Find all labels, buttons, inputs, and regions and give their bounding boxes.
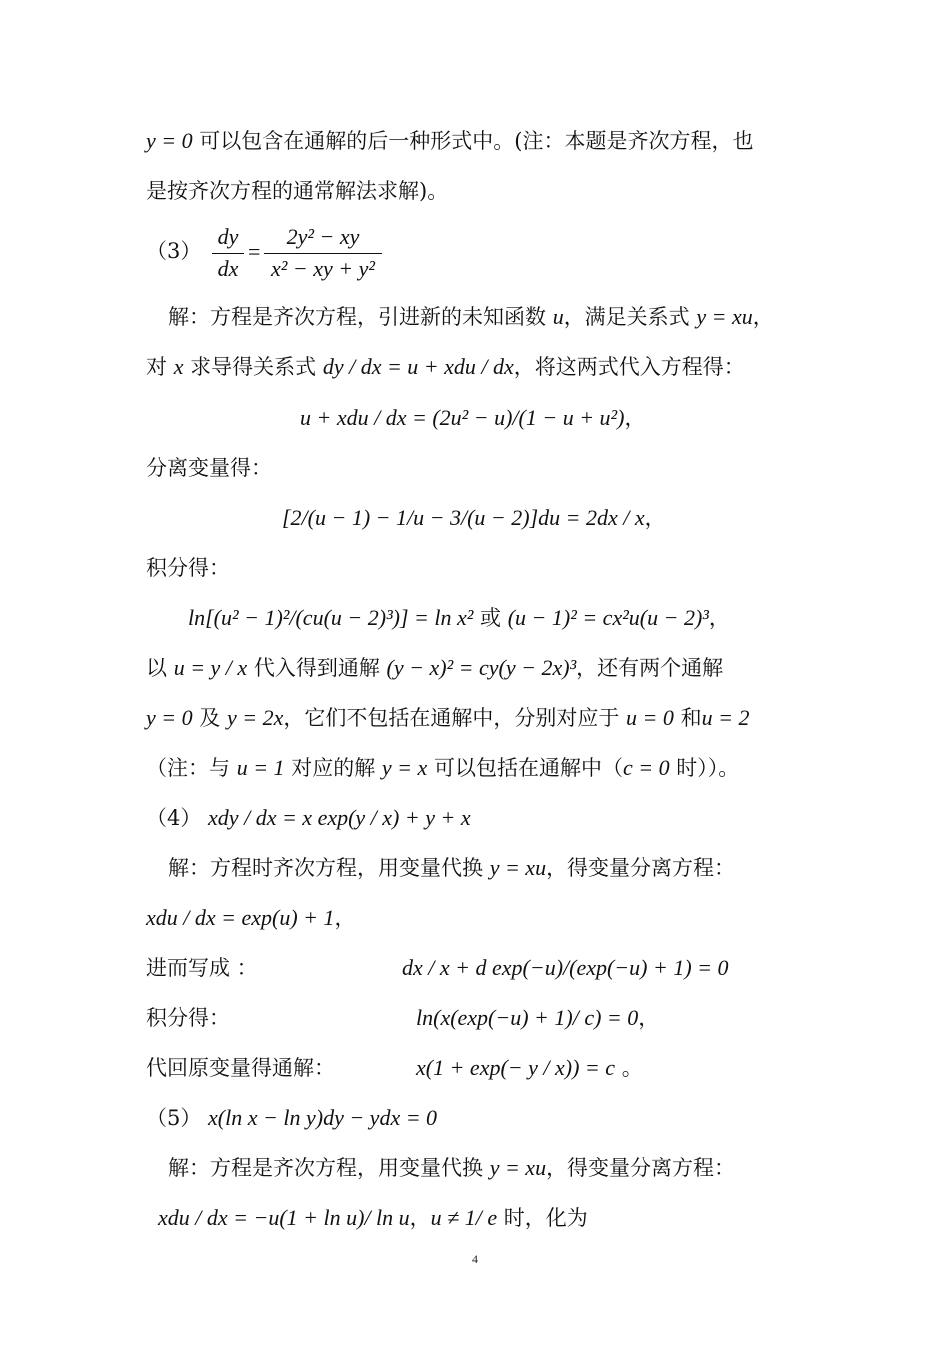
text-segment: （注：与	[146, 756, 237, 780]
text-segment: ，将这两式代入方程得：	[513, 355, 745, 379]
math-expression: y = xu	[489, 855, 547, 880]
text-segment: 分离变量得：	[146, 456, 272, 480]
text-segment: 代回原变量得通解：	[146, 1056, 335, 1080]
math-expression: [2/(u − 1) − 1/u − 3/(u − 2)]du = 2dx / x	[282, 505, 645, 530]
page-number: 4	[472, 1252, 478, 1266]
text-line	[146, 453, 272, 483]
fraction-bar	[212, 253, 244, 254]
math-expression: x	[173, 354, 184, 379]
text-segment: 积分得：	[146, 1006, 230, 1030]
fraction-denominator: dx	[217, 256, 239, 281]
text-segment: 对	[146, 355, 174, 379]
math-expression: dx / x + d exp(−u)/(exp(−u) + 1) = 0	[402, 955, 729, 980]
math-expression: u = 0	[626, 705, 674, 730]
text-segment: ，还有两个通解	[576, 656, 724, 680]
equation-line	[402, 953, 729, 983]
math-expression: y = 0	[146, 128, 193, 153]
equation-line	[416, 1003, 659, 1033]
text-segment: （5）	[146, 1106, 209, 1130]
math-expression: u ≠ 1/ e	[430, 1205, 498, 1230]
text-segment: 及	[192, 706, 227, 730]
text-segment: 或	[473, 606, 508, 630]
fraction-numerator: 2y² − xy	[286, 224, 360, 249]
text-segment: 。	[615, 1056, 643, 1080]
text-line	[146, 352, 745, 382]
text-line	[168, 1153, 735, 1183]
fraction-lhs	[212, 222, 244, 284]
math-expression: u = y / x	[173, 655, 248, 680]
equation-line	[158, 1203, 588, 1233]
text-segment: ，	[638, 1006, 660, 1030]
text-segment: ，	[409, 1206, 431, 1230]
text-segment: ，	[708, 606, 730, 630]
math-expression: x(ln x − ln y)dy − ydx = 0	[208, 1105, 438, 1130]
math-expression: u + xdu / dx = (2u² − u)/(1 − u + u²)	[300, 405, 625, 430]
equation-line	[416, 1053, 643, 1083]
text-segment: ，	[752, 305, 774, 329]
fraction-numerator: dy	[217, 224, 239, 249]
math-expression: c = 0	[622, 755, 670, 780]
math-expression: xdy / dx = x exp(y / x) + y + x	[208, 805, 471, 830]
text-segment: ，得变量分离方程：	[546, 1156, 736, 1180]
text-line	[146, 1053, 335, 1083]
math-expression: xdu / dx = exp(u) + 1	[146, 905, 335, 930]
text-segment: 可以包括在通解中（	[427, 756, 623, 780]
math-expression: ln(x(exp(−u) + 1)/ c) = 0	[416, 1005, 639, 1030]
math-expression: u	[552, 304, 564, 329]
math-expression: ln[(u² − 1)²/(cu(u − 2)³)] = ln x²	[188, 605, 474, 630]
text-segment: ，它们不包括在通解中，分别对应于	[283, 706, 627, 730]
text-segment: ，满足关系式	[563, 305, 697, 329]
equation-line	[282, 503, 666, 533]
equation-label	[146, 236, 201, 266]
text-segment: 以	[146, 656, 174, 680]
text-segment: 可以包含在通解的后一种形式中。(注：本题是齐次方程，也	[192, 129, 754, 153]
text-segment: 解：方程是齐次方程，引进新的未知函数	[168, 305, 553, 329]
text-segment: ，	[644, 506, 666, 530]
text-line	[146, 753, 739, 783]
text-segment: 代入得到通解	[247, 656, 387, 680]
text-segment: 积分得：	[146, 556, 230, 580]
equation-line	[146, 1103, 437, 1133]
text-line	[168, 853, 735, 883]
fraction-rhs	[264, 222, 382, 284]
text-line	[146, 176, 448, 206]
equation-line	[146, 803, 471, 833]
equals-sign: =	[248, 239, 261, 264]
text-line	[146, 653, 723, 683]
math-expression: y = xu	[489, 1155, 547, 1180]
math-expression: y = xu	[696, 304, 753, 329]
math-expression: x(1 + exp(− y / x)) = c	[416, 1055, 616, 1080]
math-expression: xdu / dx = −u(1 + ln u)/ ln u	[158, 1205, 410, 1230]
text-segment: ，	[624, 406, 646, 430]
math-expression: (y − x)² = cy(y − 2x)³	[386, 655, 577, 680]
math-expression: u = 1	[236, 755, 285, 780]
text-segment: ，得变量分离方程：	[546, 856, 736, 880]
text-segment: 解：方程是齐次方程，用变量代换	[168, 1156, 490, 1180]
text-segment: （3）	[146, 239, 202, 263]
text-segment: （4）	[146, 806, 209, 830]
text-segment: 进而写成 ：	[146, 956, 258, 980]
text-line	[146, 1003, 230, 1033]
math-expression: y = x	[381, 755, 428, 780]
math-expression: u = 2	[701, 705, 750, 730]
math-expression: (u − 1)² = cx²u(u − 2)³	[507, 605, 709, 630]
math-expression: y = 2x	[226, 705, 284, 730]
text-segment: 对应的解	[284, 756, 382, 780]
text-line	[146, 703, 749, 733]
math-expression: dy / dx = u + xdu / dx	[322, 354, 514, 379]
fraction-denominator: x² − xy + y²	[271, 256, 375, 281]
fraction-bar	[264, 253, 382, 254]
text-line	[146, 126, 754, 156]
text-line	[146, 553, 230, 583]
math-expression: y = 0	[146, 705, 193, 730]
equation-line	[188, 603, 730, 633]
text-segment: ，	[334, 906, 356, 930]
equation-line	[300, 403, 645, 433]
text-segment: 时））。	[669, 756, 740, 780]
equation-line	[146, 903, 356, 933]
text-segment: 求导得关系式	[183, 355, 323, 379]
text-segment: 是按齐次方程的通常解法求解)。	[146, 179, 449, 203]
text-line	[168, 302, 774, 332]
text-segment: 和	[673, 706, 702, 730]
text-segment: 解：方程时齐次方程，用变量代换	[168, 856, 490, 880]
text-line	[146, 953, 258, 983]
text-segment: 时，化为	[497, 1206, 588, 1230]
